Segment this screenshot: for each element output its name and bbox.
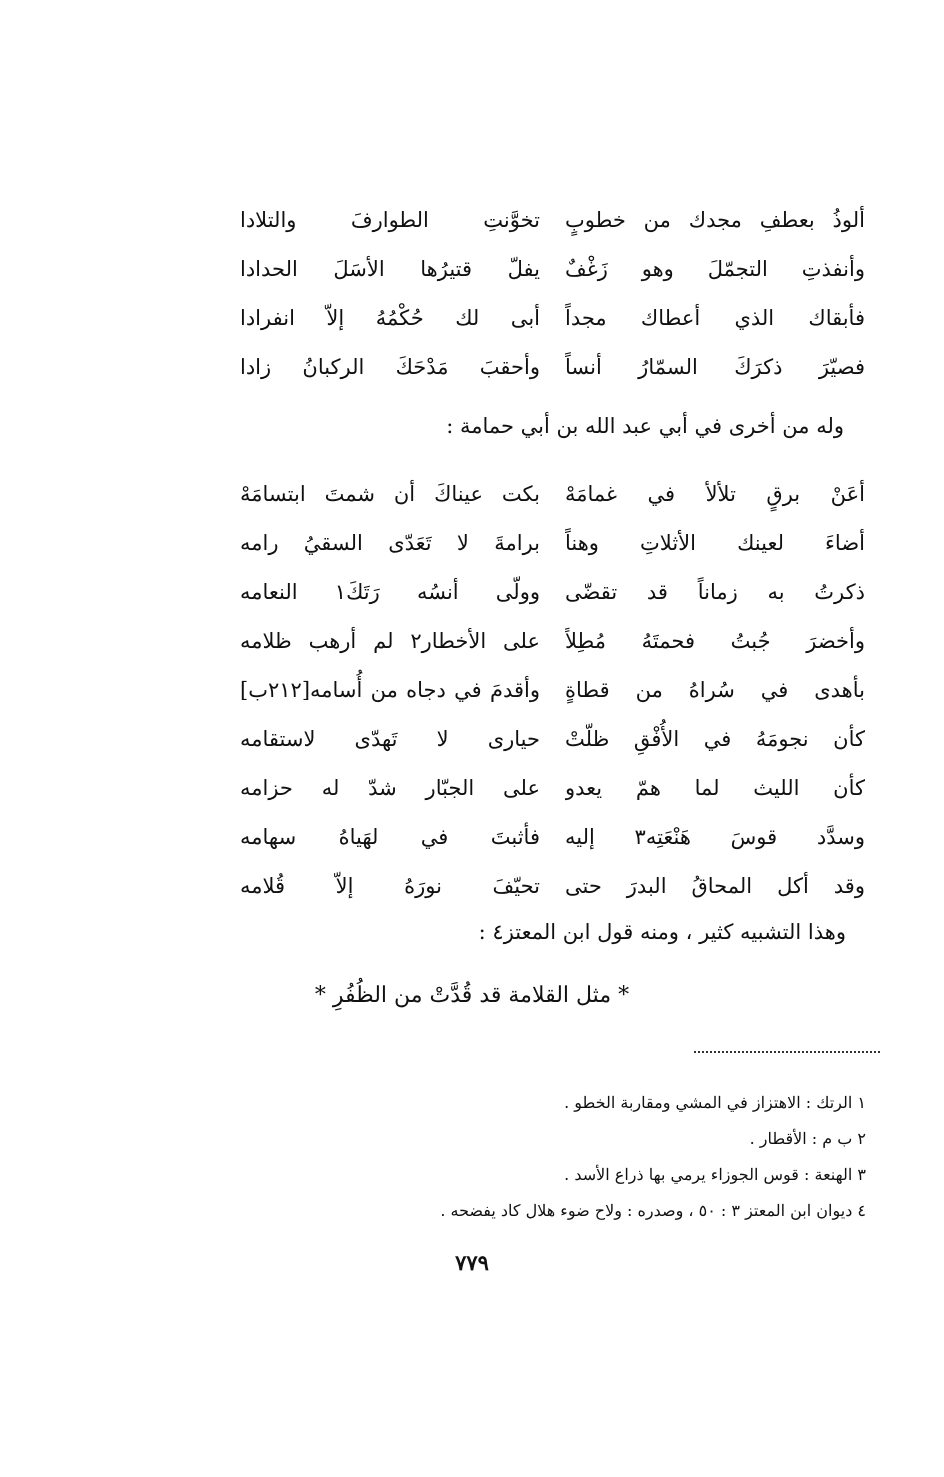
outro-line: وهذا التشبيه كثير ، ومنه قول ابن المعتز٤ : (478, 920, 846, 944)
second-hemistich: فأثبتَ في لهَياهُ سهامه (240, 825, 540, 849)
verse-line (240, 568, 865, 617)
verse-line (240, 519, 865, 568)
first-hemistich: ذكرتُ به زماناً قد تقضّى (565, 580, 865, 604)
footnote-item: ٢ ب م : الأقطار . (749, 1129, 866, 1148)
verse-line (240, 245, 865, 294)
second-hemistich: وولّى أنسُه رَتَكَ١ النعامه (240, 580, 540, 604)
verse-line (240, 470, 865, 519)
first-hemistich: ألوذُ بعطفِ مجدك من خطوبٍ (565, 208, 865, 232)
quoted-hemistich: * مثل القلامة قد قُدَّتْ من الظُفُرِ * (314, 983, 630, 1008)
poem-stanza-1 (240, 196, 865, 392)
intro-line: وله من أخرى في أبي عبد الله بن أبي حمامة : (446, 414, 844, 438)
verse-line (240, 666, 865, 715)
first-hemistich: بأهدى في سُراهُ من قطاةٍ (565, 678, 865, 702)
first-hemistich: وقد أكل المحاقُ البدرَ حتى (565, 874, 865, 898)
first-hemistich: وأنفذتِ التجمّلَ وهو زَغْفٌ (565, 257, 865, 281)
verse-line (240, 196, 865, 245)
first-hemistich: أضاءَ لعينك الأثلاتِ وهناً (565, 531, 865, 555)
page-number: ٧٧٩ (455, 1250, 489, 1275)
second-hemistich: برامةَ لا تَعَدّى السقيُ رامه (240, 531, 540, 555)
first-hemistich: فأبقاك الذي أعطاك مجداً (565, 306, 865, 330)
verse-line (240, 617, 865, 666)
first-hemistich: فصيّرَ ذكرَكَ السمّارُ أنساً (565, 355, 865, 379)
verse-line (240, 294, 865, 343)
verse-line (240, 764, 865, 813)
poem-stanza-2 (240, 470, 865, 911)
second-hemistich: حيارى لا تَهدّى لاستقامه (240, 727, 540, 751)
second-hemistich: وأقدمَ في دجاه من أُسامه[٢١٢ب] (240, 678, 540, 702)
second-hemistich: تخوَّنتِ الطوارفَ والتلادا (240, 208, 540, 232)
second-hemistich: بكت عيناكَ أن شمتَ ابتسامَهْ (240, 482, 540, 506)
footnote-item: ٤ ديوان ابن المعتز ٣ : ٥٠ ، وصدره : ولاح ضوء هلال كاد يفضحه . (440, 1201, 866, 1220)
second-hemistich: على الجبّار شدّ له حزامه (240, 776, 540, 800)
first-hemistich: أعَنْ برقٍ تلألأ في غمامَهْ (565, 482, 865, 506)
second-hemistich: أبى لك حُكْمُهُ إلاّ انفرادا (240, 306, 540, 330)
footnote-separator (694, 1051, 880, 1053)
first-hemistich: وسدَّد قوسَ هَنْعَتِه٣ إليه (565, 825, 865, 849)
footnotes (246, 1085, 866, 1229)
footnote-item: ١ الرتك : الاهتزاز في المشي ومقاربة الخطو . (564, 1093, 866, 1112)
verse-line (240, 813, 865, 862)
verse-line (240, 343, 865, 392)
first-hemistich: كأن نجومَهُ في الأُفْقِ ظلّتْ (565, 727, 865, 751)
second-hemistich: تحيّفَ نورَهُ إلاّ قُلامه (240, 874, 540, 898)
second-hemistich: يفلّ قتيرُها الأسَلَ الحدادا (240, 257, 540, 281)
verse-line (240, 862, 865, 911)
verse-line (240, 715, 865, 764)
first-hemistich: كأن الليث لما همّ يعدو (565, 776, 865, 800)
second-hemistich: على الأخطار٢ لم أرهب ظلامه (240, 629, 540, 653)
first-hemistich: وأخضرَ جُبتُ فحمتَهُ مُطِلاً (565, 629, 865, 653)
footnote-item: ٣ الهنعة : قوس الجوزاء يرمي بها ذراع الأسد . (564, 1165, 866, 1184)
second-hemistich: وأحقبَ مَدْحَكَ الركبانُ زادا (240, 355, 540, 379)
